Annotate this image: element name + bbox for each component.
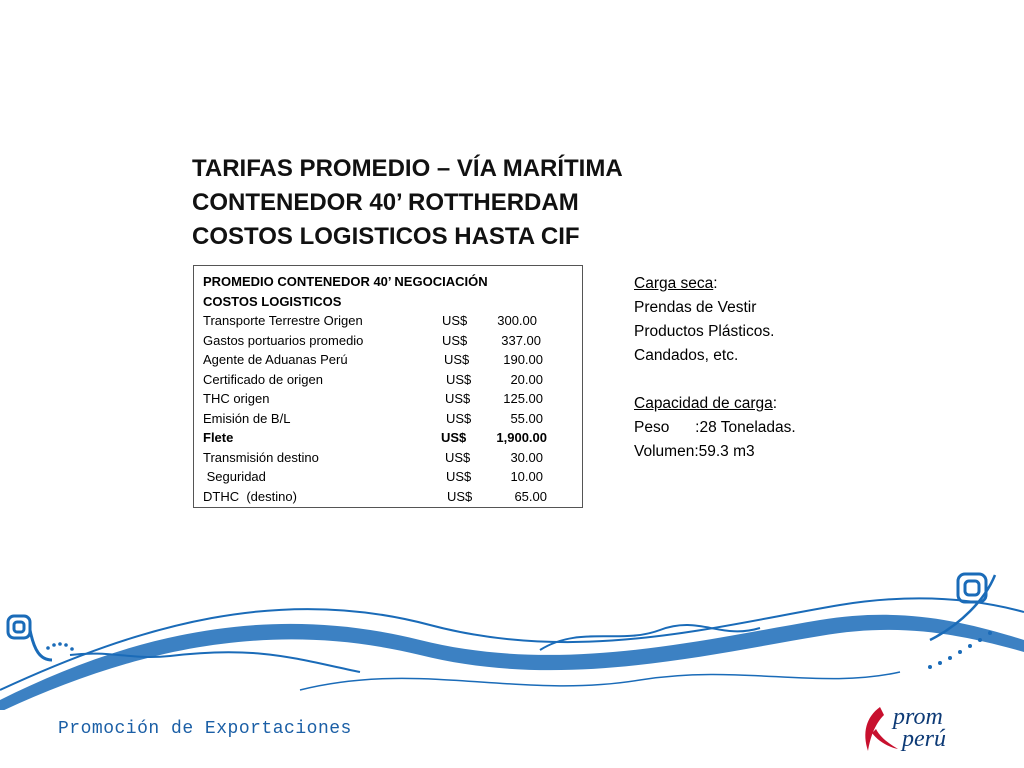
cargo-info — [634, 272, 796, 464]
capacidad-line — [634, 392, 796, 416]
cost-row-amount: 65.00 — [514, 488, 547, 504]
cost-row-amount: 1,900.00 — [496, 430, 547, 445]
cost-row-label: Flete — [203, 430, 234, 445]
cost-row-currency: US$ — [446, 371, 472, 387]
cost-row — [203, 389, 573, 409]
wave-line-2 — [300, 672, 900, 690]
cost-row-label: Gastos portuarios promedio — [203, 332, 364, 348]
cost-row — [203, 487, 573, 507]
cost-table-header-1: PROMEDIO CONTENEDOR 40’ NEGOCIACIÓN — [203, 274, 488, 289]
cost-row — [203, 350, 573, 370]
cost-row — [203, 331, 573, 351]
cost-table-header-2: COSTOS LOGISTICOS — [203, 293, 342, 309]
cost-row-label: Emisión de B/L — [203, 410, 291, 426]
cost-table-box — [193, 265, 583, 508]
logo-text-prom: prom — [893, 704, 943, 730]
peso-line: Peso :28 Toneladas. — [634, 419, 796, 436]
cost-row-flete — [203, 428, 573, 448]
capacidad-colon: : — [772, 395, 778, 412]
cost-row-label: Seguridad — [203, 469, 266, 484]
carga-seca-label: Carga seca — [634, 275, 714, 292]
decorative-waves — [0, 560, 1024, 710]
spiral-icon-left — [8, 616, 52, 660]
cost-row-currency: US$ — [445, 391, 471, 406]
cargo-item: Prendas de Vestir — [634, 299, 757, 316]
footer-promocion-text: Promoción de Exportaciones — [58, 719, 352, 739]
volumen-line: Volumen:59.3 m3 — [634, 443, 755, 460]
cost-row-label: THC origen — [203, 391, 270, 406]
cost-row-currency: US$ — [446, 410, 472, 426]
cargo-item: Productos Plásticos. — [634, 323, 775, 340]
cost-row-amount: 300.00 — [497, 313, 537, 328]
cost-row-label: Agente de Aduanas Perú — [203, 352, 348, 367]
cost-row-currency: US$ — [446, 469, 472, 484]
spacer — [634, 368, 796, 392]
cargo-item: Candados, etc. — [634, 347, 739, 364]
logo-red-swoosh-2 — [872, 729, 898, 749]
cost-row-amount: 125.00 — [503, 391, 543, 406]
cost-row-amount: 10.00 — [510, 469, 543, 484]
cost-row-amount: 337.00 — [501, 332, 541, 348]
cost-row — [203, 467, 573, 487]
cost-row-label: Transmisión destino — [203, 449, 319, 465]
cost-row-label: DTHC (destino) — [203, 488, 297, 504]
cost-row-amount: 20.00 — [510, 371, 543, 387]
capacidad-label: Capacidad de carga — [634, 395, 773, 412]
title-line-3: COSTOS LOGISTICOS HASTA CIF — [192, 223, 580, 250]
cost-row — [203, 370, 573, 390]
cost-row — [203, 311, 573, 331]
cost-row-currency: US$ — [444, 352, 470, 367]
cost-row-amount: 190.00 — [503, 352, 543, 367]
carga-seca-line — [634, 272, 796, 296]
cost-row-currency: US$ — [445, 449, 471, 465]
slide-title — [192, 152, 623, 254]
title-line-1: TARIFAS PROMEDIO – VÍA MARÍTIMA — [192, 155, 623, 182]
cost-row — [203, 409, 573, 429]
dots-left — [46, 642, 74, 651]
cost-row-amount: 30.00 — [510, 449, 543, 465]
logo-text-peru: perú — [902, 726, 946, 752]
cost-row-currency: US$ — [442, 313, 468, 328]
cost-row-label: Certificado de origen — [203, 371, 323, 387]
logo-red-swoosh — [865, 707, 884, 751]
carga-colon: : — [713, 275, 718, 292]
cost-row-currency: US$ — [442, 332, 468, 348]
title-line-2: CONTENEDOR 40’ ROTTHERDAM — [192, 189, 579, 216]
cost-row-amount: 55.00 — [510, 410, 543, 426]
cost-row-currency: US$ — [441, 430, 467, 445]
cost-row-label: Transporte Terrestre Origen — [203, 313, 363, 328]
cost-row-currency: US$ — [447, 488, 473, 504]
cost-row — [203, 448, 573, 468]
wave-band — [0, 615, 1024, 710]
